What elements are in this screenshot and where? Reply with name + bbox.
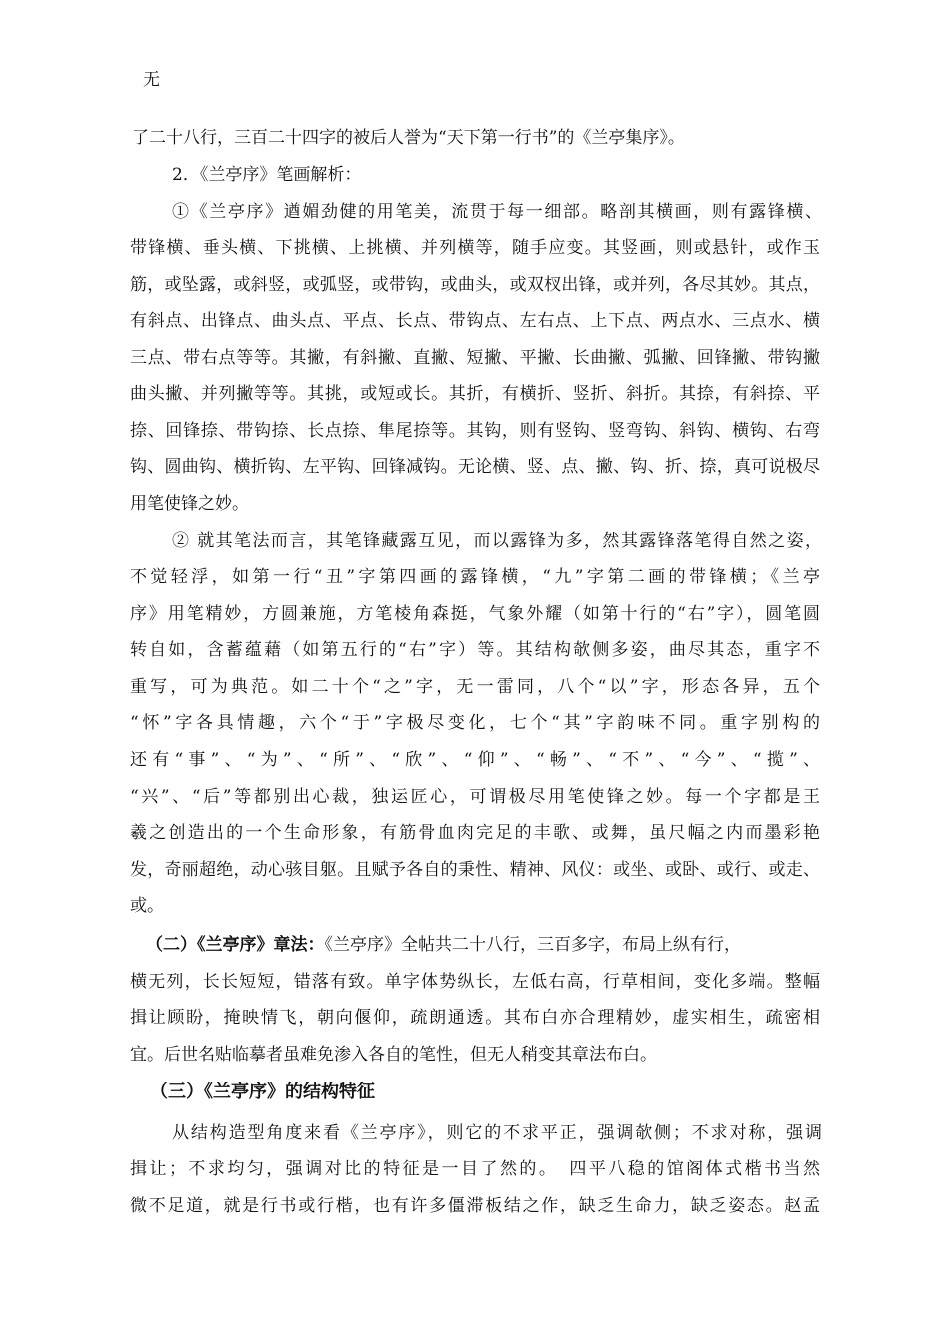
top-fragment: 无: [143, 70, 160, 90]
paragraph-line: 捺、回锋捺、带钩捺、长点捺、隼尾捺等。其钩，则有竖钩、竖弯钩、斜钩、横钩、右弯: [130, 421, 820, 441]
paragraph-line: 带锋横、垂头横、下挑横、上挑横、并列横等，随手应变。其竖画，则或悬针，或作玉: [130, 238, 820, 258]
paragraph-line: 序》用笔精妙，方圆兼施，方笔棱角森挺，气象外耀（如第十行的“右”字），圆笔圆: [130, 604, 820, 624]
paragraph-line: 微不足道，就是行书或行楷，也有许多僵滞板结之作，缺乏生命力，缺乏姿态。赵孟: [130, 1196, 820, 1216]
paragraph-line: 发，奇丽超绝，动心骇目躯。且赋予各自的秉性、精神、风仪：或坐、或卧、或行、或走、: [130, 860, 820, 880]
paragraph-line: ①《兰亭序》遒媚劲健的用笔美，流贯于每一细部。略剖其横画，则有露锋横、: [172, 202, 822, 222]
paragraph-line: 揖让；不求均匀，强调对比的特征是一目了然的。 四平八稳的馆阁体式楷书当然: [130, 1159, 820, 1179]
paragraph-line: 转自如，含蓄蕴藉（如第五行的“右”字）等。其结构欹侧多姿，曲尽其态，重字不: [130, 640, 820, 660]
paragraph-line: ② 就其笔法而言，其笔锋藏露互见，而以露锋为多，然其露锋落笔得自然之姿，: [172, 531, 822, 551]
paragraph-line: 羲之创造出的一个生命形象，有筋骨血肉完足的丰歌、或舞，虽尺幅之内而墨彩艳: [130, 823, 820, 843]
section-heading: 2．《兰亭序》笔画解析：: [172, 165, 362, 185]
paragraph-line: 横无列，长长短短，错落有致。单字体势纵长，左低右高，行草相间，变化多端。整幅: [130, 972, 820, 992]
paragraph-line: 或。: [130, 896, 164, 916]
paragraph-line: 曲头撇、并列撇等等。其挑，或短或长。其折，有横折、竖折、斜折。其捺，有斜捺、平: [130, 384, 820, 404]
paragraph-line: 揖让顾盼，掩映情飞，朝向偃仰，疏朗通透。其布白亦合理精妙，虚实相生，疏密相: [130, 1008, 820, 1028]
paragraph-line: 有斜点、出锋点、曲头点、平点、长点、带钩点、左右点、上下点、两点水、三点水、横: [130, 311, 820, 331]
paragraph-line: “怀”字各具情趣，六个“于”字极尽变化，七个“其”字韵味不同。重字别构的: [130, 713, 820, 733]
paragraph-line: 三点、带右点等等。其撇，有斜撇、直撇、短撇、平撇、长曲撇、弧撇、回锋撇、带钩撇: [130, 348, 820, 368]
paragraph-line: 不觉轻浮，如第一行“丑”字第四画的露锋横，“九”字第二画的带锋横；《兰亭: [130, 567, 820, 587]
inline-heading: （二）《兰亭序》章法：: [146, 935, 325, 955]
paragraph-text: 《兰亭序》全帖共二十八行，三百多字，布局上纵有行，: [324, 935, 741, 955]
section-heading: （三）《兰亭序》的结构特征: [150, 1082, 375, 1102]
paragraph-line: 筋，或坠露，或斜竖，或弧竖，或带钩，或曲头，或双杈出锋，或并列，各尽其妙。其点，: [130, 275, 820, 295]
paragraph-line: 钩、圆曲钩、横折钩、左平钩、回锋减钩。无论横、竖、点、撇、钩、折、捺，真可说极尽: [130, 457, 820, 477]
paragraph-line: 重写，可为典范。如二十个“之”字，无一雷同，八个“以”字，形态各异，五个: [130, 677, 820, 697]
paragraph-line: [146, 935, 822, 955]
paragraph-line: 从结构造型角度来看《兰亭序》，则它的不求平正，强调欹侧；不求对称，强调: [172, 1123, 822, 1143]
paragraph-line: 宜。后世名贴临摹者虽难免渗入各自的笔性，但无人稍变其章法布白。: [130, 1045, 657, 1065]
paragraph-line: 用笔使锋之妙。: [130, 494, 249, 514]
paragraph-line: 还有“事”、“为”、“所”、“欣”、“仰”、“畅”、“不”、“今”、“揽”、: [130, 750, 820, 770]
paragraph-line: 了二十八行，三百二十四字的被后人誉为“天下第一行书”的《兰亭集序》。: [132, 128, 685, 148]
paragraph-line: “兴”、“后”等都别出心裁，独运匠心，可谓极尽用笔使锋之妙。每一个字都是王: [130, 787, 820, 807]
